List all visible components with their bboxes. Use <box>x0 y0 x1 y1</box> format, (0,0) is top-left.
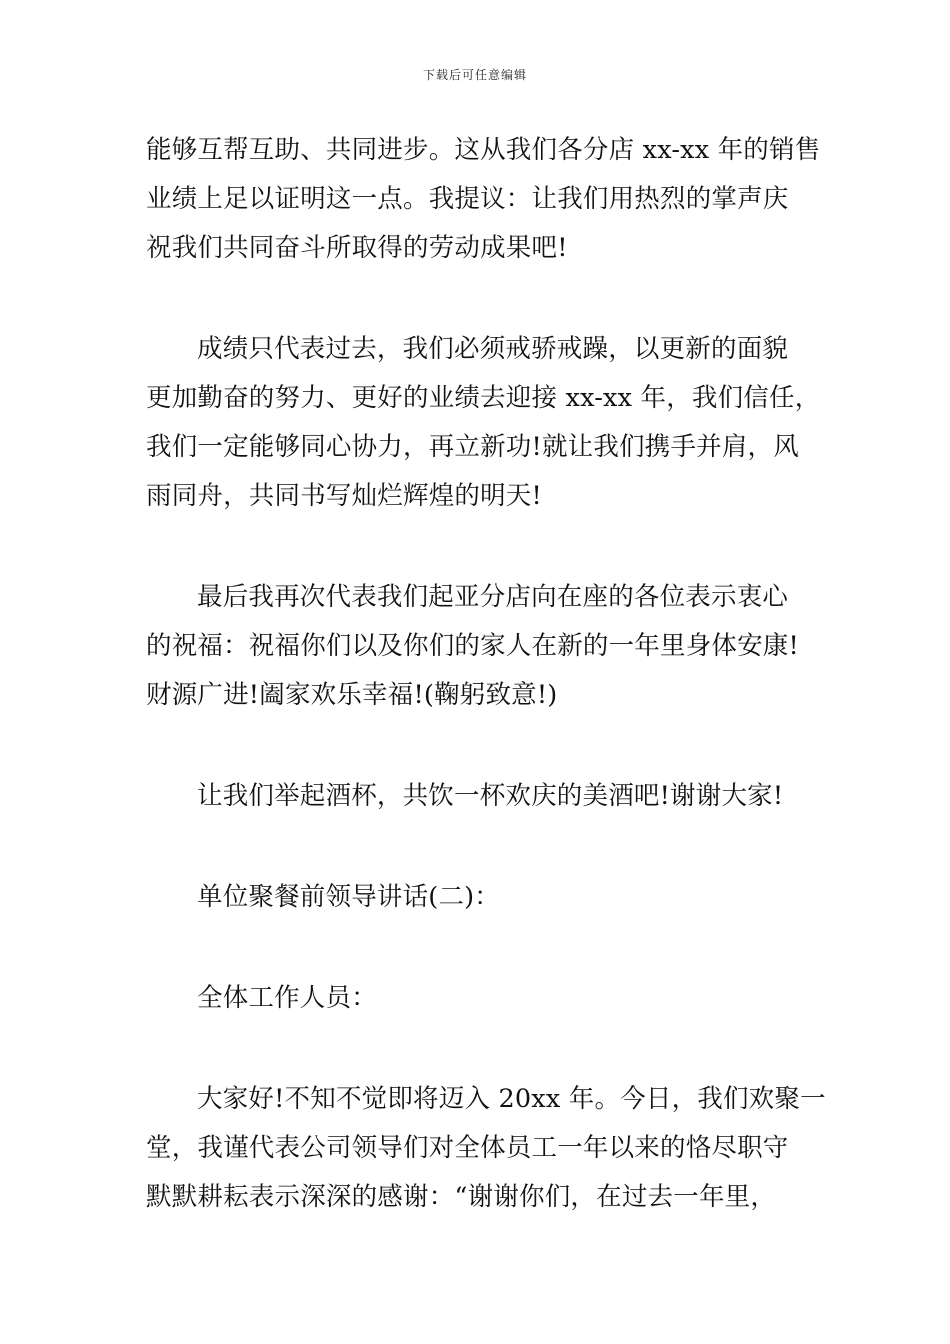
salutation: 全体工作人员： <box>197 983 377 1013</box>
paragraph-gap <box>146 720 808 772</box>
paragraph-6-salutation <box>146 974 808 1023</box>
paragraph-1 <box>146 126 821 273</box>
text-line: 默默耕耘表示深深的感谢：“谢谢你们，在过去一年里， <box>146 1182 777 1212</box>
paragraph-4 <box>146 772 808 821</box>
paragraph-3 <box>146 573 808 720</box>
text-line: 的祝福：祝福你们以及你们的家人在新的一年里身体安康! <box>146 631 799 661</box>
paragraph-5-heading <box>146 873 808 922</box>
page-header-note: 下载后可任意编辑 <box>422 68 527 82</box>
paragraph-gap <box>146 1023 808 1075</box>
paragraph-gap <box>146 922 808 974</box>
text-line: 我们一定能够同心协力，再立新功!就让我们携手并肩，风 <box>146 432 799 462</box>
paragraph-gap <box>146 821 808 873</box>
text-line: 财源广进!阖家欢乐幸福!(鞠躬致意!) <box>146 680 558 710</box>
text-line: 最后我再次代表我们起亚分店向在座的各位表示衷心 <box>197 582 789 612</box>
text-line: 大家好!不知不觉即将迈入 20xx 年。今日，我们欢聚一 <box>197 1084 826 1114</box>
text-line: 堂，我谨代表公司领导们对全体员工一年以来的恪尽职守 <box>146 1133 789 1163</box>
paragraph-gap <box>146 273 808 325</box>
paragraph-gap <box>146 521 808 573</box>
paragraph-2 <box>146 325 821 521</box>
text-line: 让我们举起酒杯，共饮一杯欢庆的美酒吧!谢谢大家! <box>197 781 784 811</box>
section-heading: 单位聚餐前领导讲话(二)： <box>197 882 500 912</box>
document-body <box>146 126 826 1222</box>
paragraph-7 <box>146 1075 826 1222</box>
text-line: 业绩上足以证明这一点。我提议：让我们用热烈的掌声庆 <box>146 184 789 214</box>
text-line: 更加勤奋的努力、更好的业绩去迎接 xx-xx 年，我们信任， <box>146 383 821 413</box>
text-line: 能够互帮互助、共同进步。这从我们各分店 xx-xx 年的销售 <box>146 135 821 165</box>
text-line: 祝我们共同奋斗所取得的劳动成果吧! <box>146 233 568 263</box>
text-line: 成绩只代表过去，我们必须戒骄戒躁，以更新的面貌 <box>197 334 789 364</box>
text-line: 雨同舟，共同书写灿烂辉煌的明天! <box>146 481 542 511</box>
